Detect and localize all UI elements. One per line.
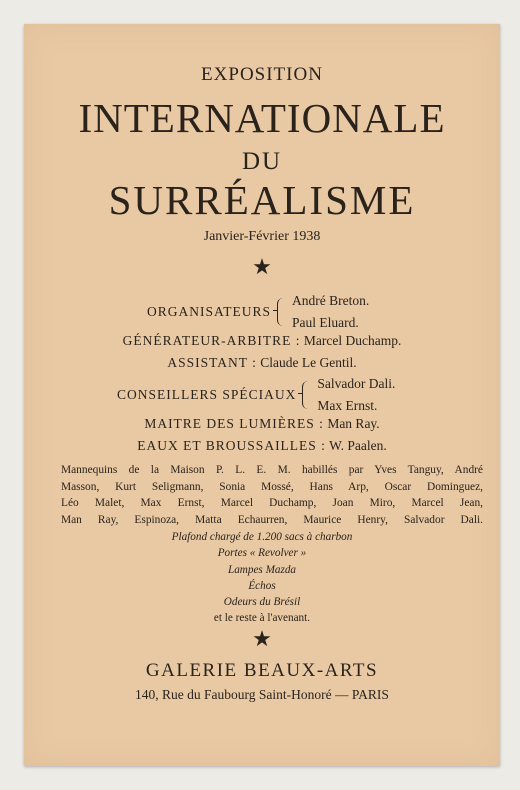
conseiller-name: Max Ernst. [317,398,378,413]
brace-icon [302,381,311,409]
maitre-line [24,416,500,432]
heading-internationale: INTERNATIONALE [78,95,446,141]
star-icon: ★ [252,254,272,279]
exhibition-dates: Janvier-Février 1938 [203,229,321,244]
mannequins-line: Léo Malet, Max Ernst, Marcel Duchamp, Joan Miro, Marcel Jean, [61,497,483,510]
heading-du: DU [241,148,283,175]
mannequins-line: Masson, Kurt Seligmann, Sonia Mossé, Hans Arp, Oscar Dominguez, [61,480,483,493]
star-icon: ★ [252,626,272,651]
conseiller-name: Salvador Dali. [317,376,396,391]
detail-reste: et le reste à l'avenant. [213,612,311,625]
detail-echos: Échos [248,579,276,592]
detail-plafond: Plafond chargé de 1.200 sacs à charbon [171,531,353,543]
assistant-line [24,355,500,371]
conseillers-role: CONSEILLERS SPÉCIAUX [117,387,297,402]
organisateurs-group [147,290,369,334]
generateur-line [24,333,500,349]
galerie-name: GALERIE BEAUX-ARTS [145,660,379,681]
eaux-name: W. Paalen. [329,438,387,453]
details-block [24,529,500,627]
conseillers-names [317,373,395,417]
maitre-role: MAITRE DES LUMIÈRES : [144,416,324,431]
organisateur-name: Paul Eluard. [292,315,359,330]
generateur-role: GÉNÉRATEUR-ARBITRE : [122,333,301,348]
mannequins-line: Man Ray, Espinoza, Matta Echaurren, Maurice Henry, Salvador Dali. [61,513,483,526]
brace-icon [277,298,286,326]
heading-exposition: EXPOSITION [201,64,323,85]
eaux-role: EAUX ET BROUSSAILLES : [137,438,326,453]
exhibition-program-sheet [24,24,500,766]
organisateurs-names [292,290,369,334]
eaux-line [24,438,500,454]
organisateur-name: André Breton. [292,293,370,308]
mannequins-line: Mannequins de la Maison P. L. E. M. habillés par Yves Tanguy, André [61,464,483,476]
conseillers-group [117,373,395,417]
galerie-address: 140, Rue du Faubourg Saint-Honoré — PARIS [135,687,389,702]
detail-lampes: Lampes Mazda [227,563,297,576]
organisateurs-role: ORGANISATEURS [147,304,272,319]
mannequins-paragraph [61,462,483,528]
maitre-name: Man Ray. [327,416,380,431]
detail-odeurs: Odeurs du Brésil [223,596,301,609]
generateur-name: Marcel Duchamp. [303,333,402,348]
assistant-name: Claude Le Gentil. [260,355,357,370]
assistant-role: ASSISTANT : [167,355,257,370]
heading-surrealisme: SURRÉALISME [108,177,416,223]
detail-portes: Portes « Revolver » [217,547,307,560]
